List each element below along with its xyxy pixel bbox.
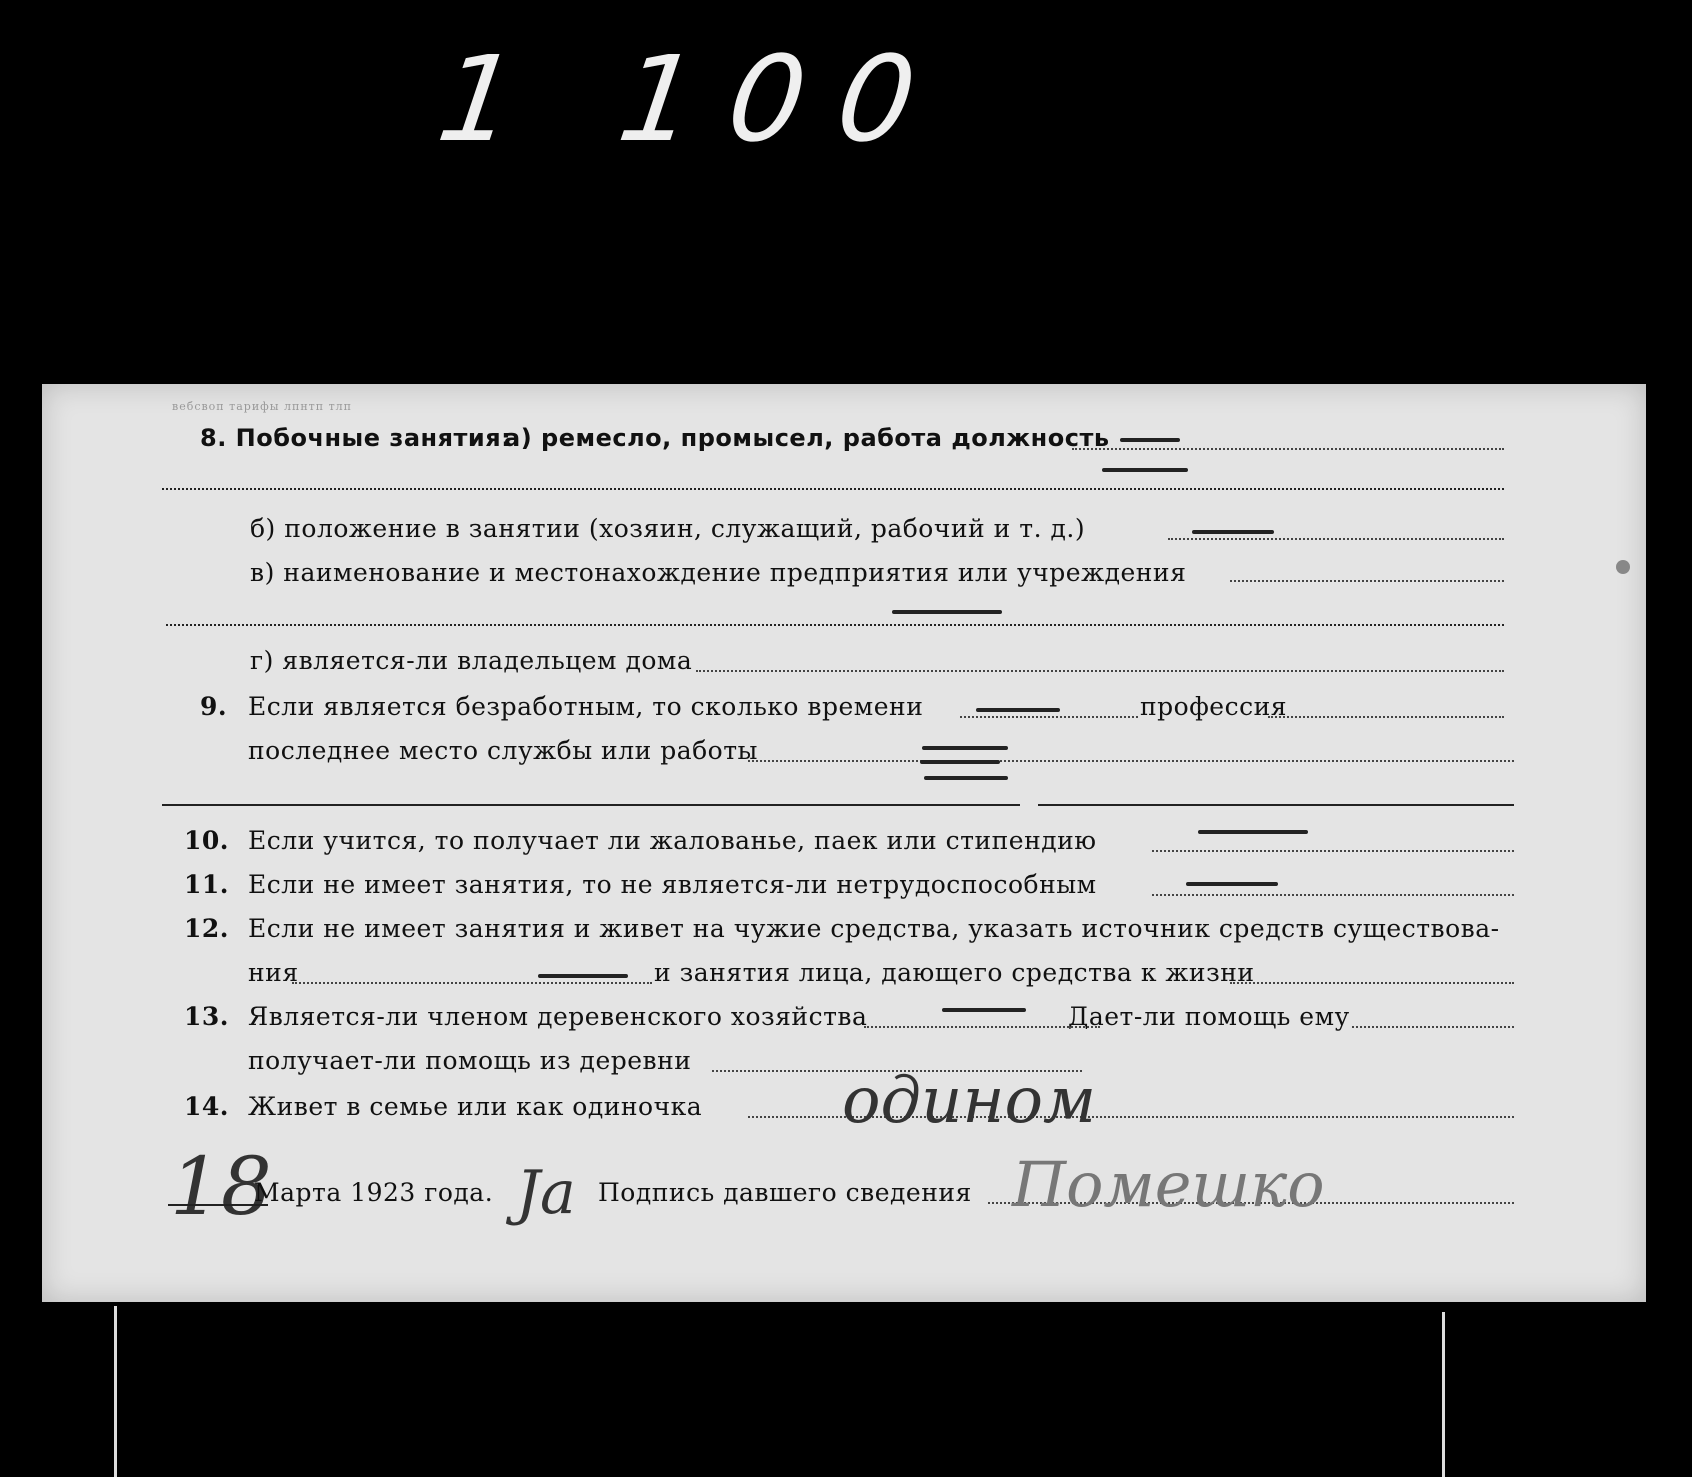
item8-b-dash: [1192, 530, 1274, 534]
item12-text2b: и занятия лица, дающего средства к жизни: [654, 958, 1255, 987]
signature-label: Подпись давшего сведения: [598, 1178, 972, 1207]
item10-text: Если учится, то получает ли жалованье, паек или стипендию: [248, 826, 1097, 855]
item9-time-dash: [976, 708, 1060, 712]
punch-hole: [1616, 560, 1630, 574]
item9-lastjob-line: [748, 760, 1514, 762]
item13-text2: получает-ли помощь из деревни: [248, 1046, 692, 1075]
item8-label: 8. Побочные занятия:: [200, 424, 512, 452]
item13-text1: Является-ли членом деревенского хозяйства: [248, 1002, 868, 1031]
item8-g: г) является-ли владельцем дома: [250, 646, 693, 675]
item14-text: Живет в семье или как одиночка: [248, 1092, 703, 1121]
item9-dash-b: [920, 760, 1000, 764]
item12-source-dash: [538, 974, 628, 978]
item13-member-line: [864, 1026, 1100, 1028]
item11-text: Если не имеет занятия, то не является-ли нетрудоспособным: [248, 870, 1097, 899]
item9-time-line: [960, 716, 1138, 718]
date-text: Марта 1923 года.: [254, 1178, 494, 1207]
item8-a: а) ремесло, промысел, работа должность: [504, 424, 1110, 452]
film-edge-right: [1442, 1312, 1445, 1477]
date-day-handwritten: 18: [170, 1140, 272, 1233]
item8-v-line: [1230, 580, 1504, 582]
item11-line: [1152, 894, 1514, 896]
item9-text1: Если является безработным, то сколько времени: [248, 692, 924, 721]
item11-number: 11.: [184, 870, 229, 899]
item12-number: 12.: [184, 914, 229, 943]
item9-line2b: [1038, 804, 1514, 806]
item9-number: 9.: [200, 692, 228, 721]
census-form-card: [42, 384, 1646, 1302]
item12-text2a: ния: [248, 958, 299, 987]
item8-b: б) положение в занятии (хозяин, служащий, рабочий и т. д.): [250, 514, 1086, 543]
item13-help-line: [1352, 1026, 1514, 1028]
item9-profession-line: [1268, 716, 1504, 718]
item9-line2a: [162, 804, 1020, 806]
item9-profession-label: профессия: [1140, 692, 1288, 721]
item8-v-line2: [166, 624, 1504, 626]
faint-header-text: вебсвоп тарифы лпнтп тлп: [172, 400, 352, 413]
item9-dash-c: [924, 776, 1008, 780]
item8-b-line: [1168, 538, 1504, 540]
item8-g-line: [696, 670, 1504, 672]
signature-handwritten: Помешко: [1012, 1148, 1325, 1221]
item13-help-label: Дает-ли помощь ему: [1068, 1002, 1350, 1031]
item10-dash: [1198, 830, 1308, 834]
item8-a-dash2: [1102, 468, 1188, 472]
item8-a-dash: [1120, 438, 1180, 442]
item8-a-line: [1072, 448, 1504, 450]
item8-a-line2: [162, 488, 1504, 490]
item12-person-line: [1230, 982, 1514, 984]
item12-source-line: [292, 982, 652, 984]
film-edge-left: [114, 1306, 117, 1477]
item9-dash-a: [922, 746, 1008, 750]
item13-number: 13.: [184, 1002, 229, 1031]
item10-number: 10.: [184, 826, 229, 855]
item13-member-dash: [942, 1008, 1026, 1012]
item14-number: 14.: [184, 1092, 229, 1121]
date-day-line: [168, 1204, 268, 1206]
item8-v-dash: [892, 610, 1002, 614]
item12-text1: Если не имеет занятия и живет на чужие средства, указать источник средств существова-: [248, 914, 1500, 943]
handwritten-mark: Ja: [516, 1158, 576, 1228]
frame-number: 1 100: [430, 30, 958, 168]
item14-answer-handwritten: одином: [842, 1064, 1097, 1138]
item8-v: в) наименование и местонахождение предприятия или учреждения: [250, 558, 1187, 587]
item10-line: [1152, 850, 1514, 852]
item9-text2: последнее место службы или работы: [248, 736, 758, 765]
item11-dash: [1186, 882, 1278, 886]
